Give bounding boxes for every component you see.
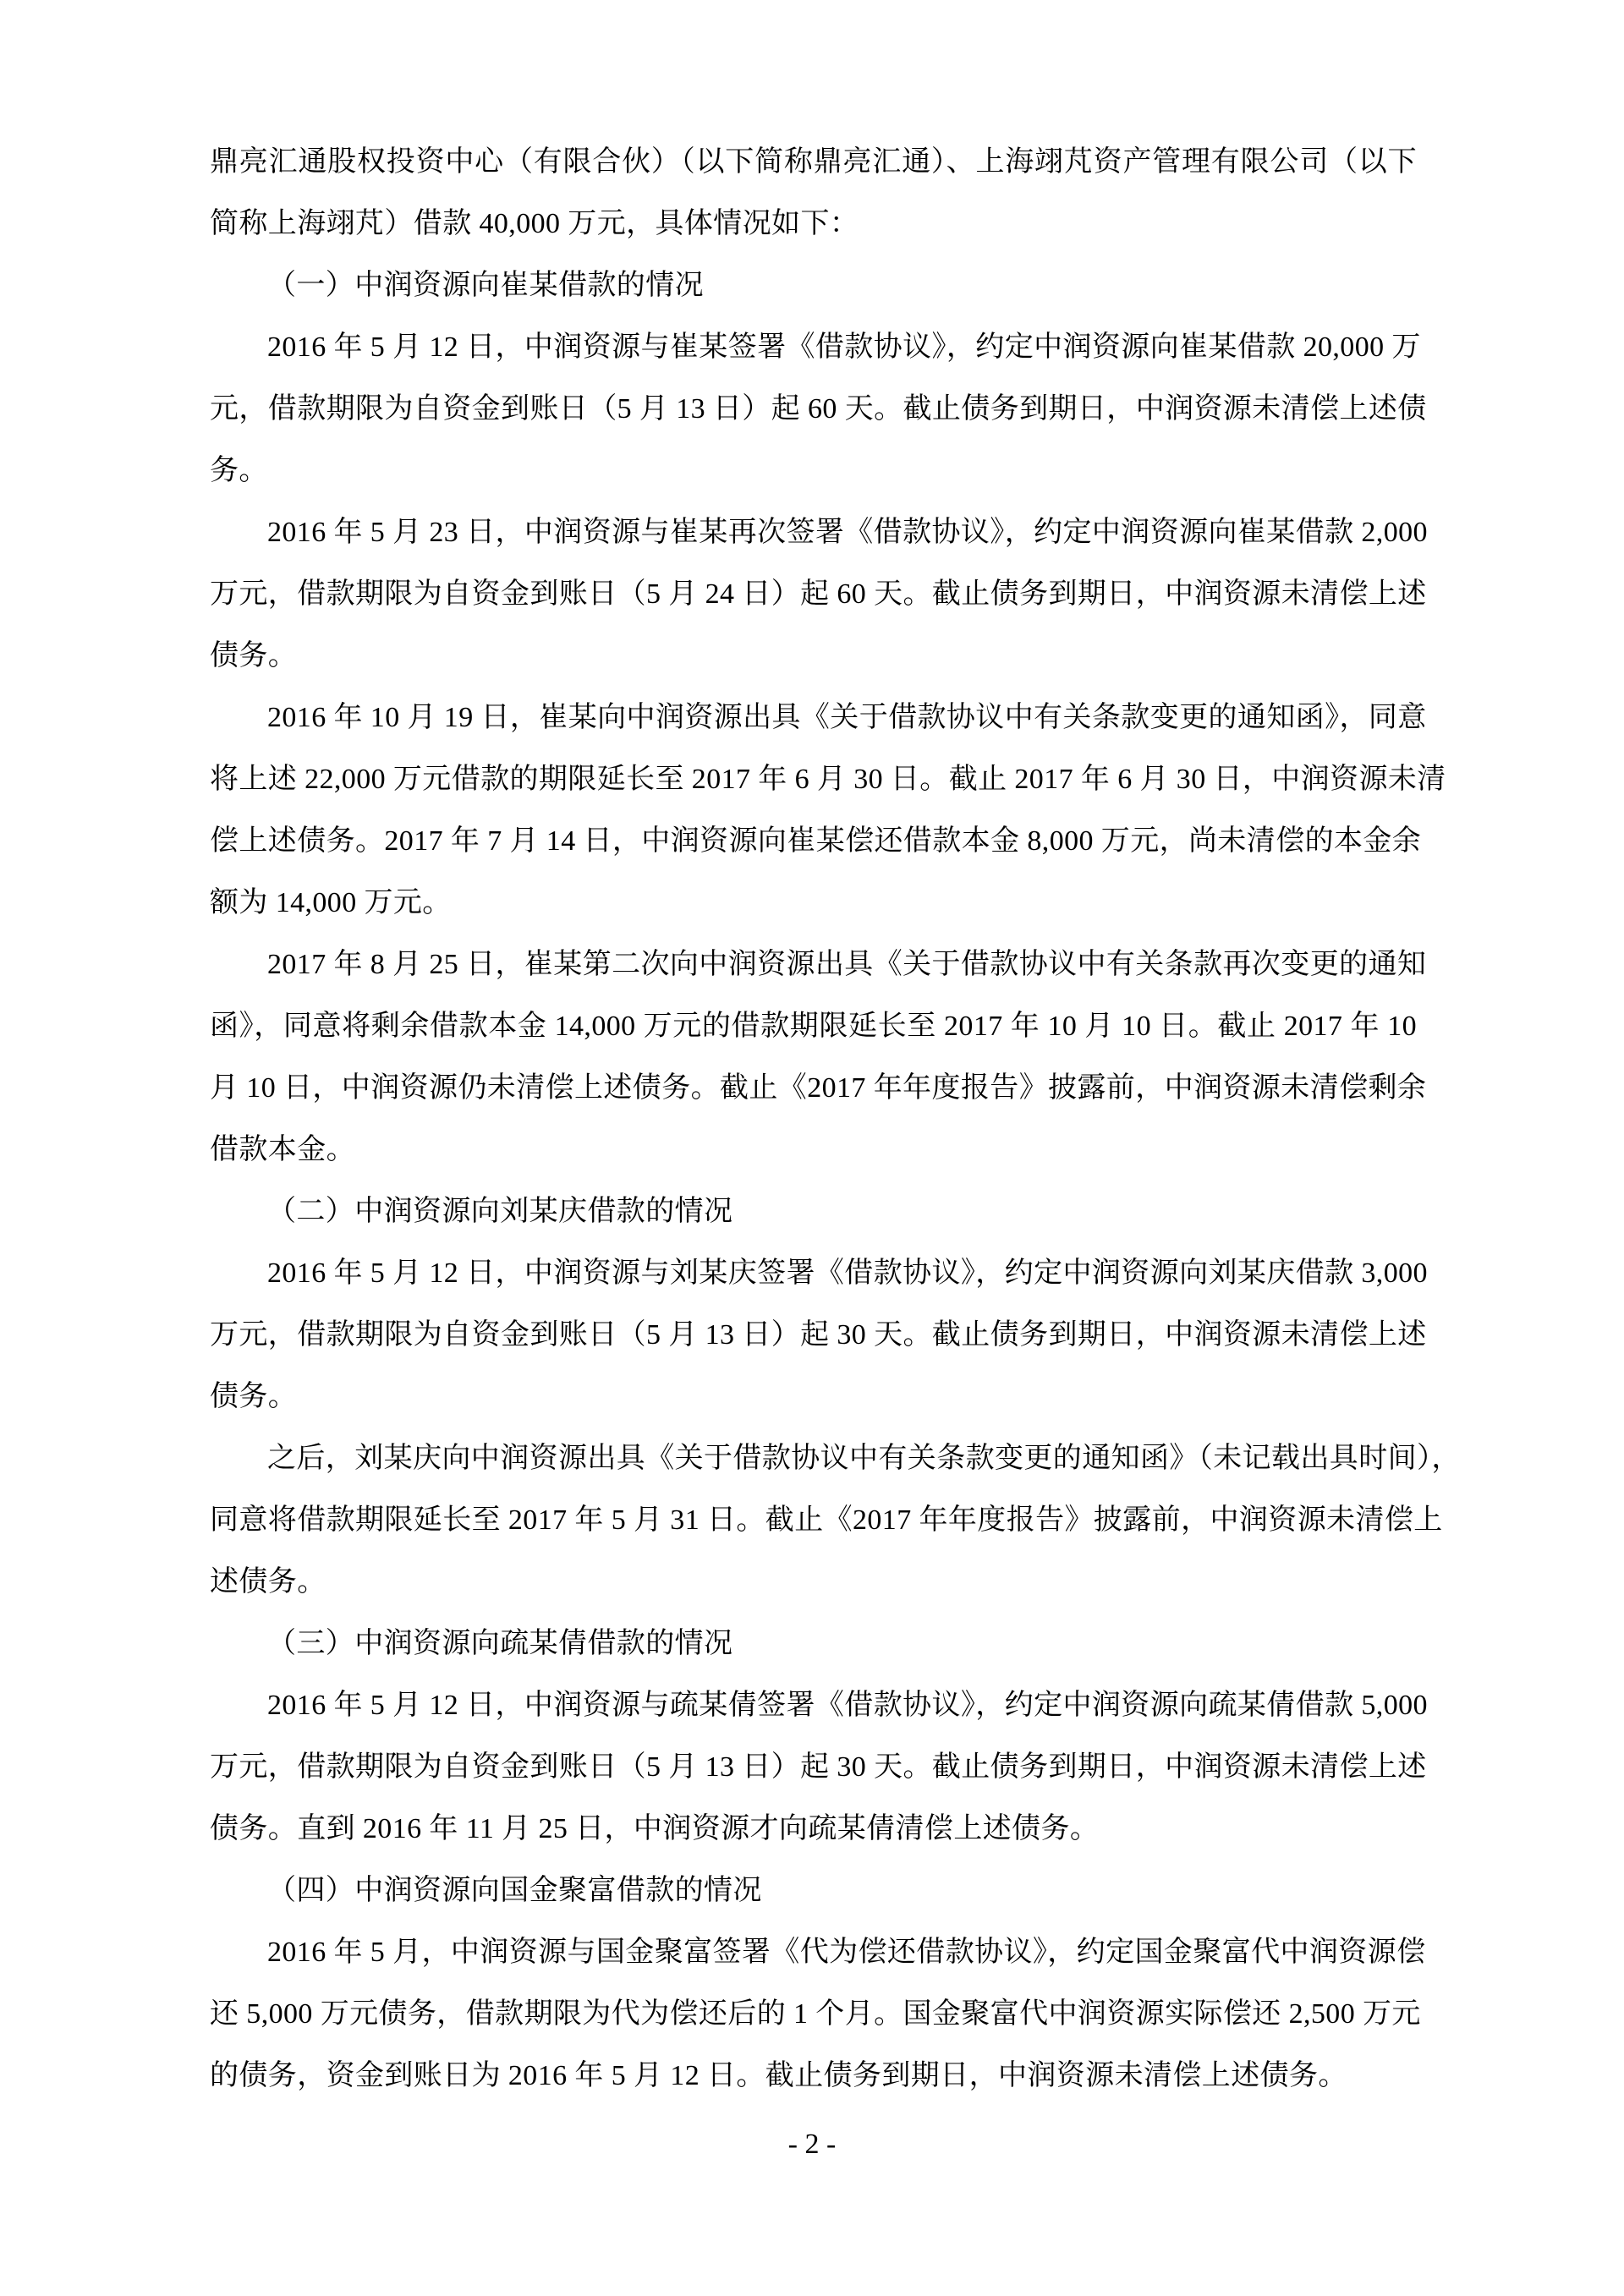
text-line: 述债务。 [210, 1566, 326, 1597]
section-heading-4: （四）中润资源向国金聚富借款的情况 [267, 1875, 762, 1906]
text-line: 万元，借款期限为自资金到账日（5 月 24 日）起 60 天。截止债务到期日，中润资源未清偿上述 [210, 578, 1427, 610]
text-line: 还 5,000 万元债务，借款期限为代为偿还后的 1 个月。国金聚富代中润资源实际偿还 2,500 万元 [210, 1998, 1421, 2030]
text-line: 万元，借款期限为自资金到账日（5 月 13 日）起 30 天。截止债务到期日，中润资源未清偿上述 [210, 1319, 1427, 1351]
text-line: 同意将借款期限延长至 2017 年 5 月 31 日。截止《2017 年年度报告》披露前，中润资源未清偿上 [210, 1504, 1443, 1536]
text-line: 元，借款期限为自资金到账日（5 月 13 日）起 60 天。截止债务到期日，中润资源未清偿上述债 [210, 393, 1427, 425]
text-line: 2016 年 5 月 12 日，中润资源与疏某倩签署《借款协议》，约定中润资源向疏某倩借款 5,000 [267, 1690, 1428, 1721]
text-line: 2016 年 5 月 12 日，中润资源与崔某签署《借款协议》，约定中润资源向崔某借款 20,000 万 [267, 332, 1421, 363]
text-line: 万元，借款期限为自资金到账日（5 月 13 日）起 30 天。截止债务到期日，中润资源未清偿上述 [210, 1751, 1427, 1783]
text-area [210, 131, 1461, 2107]
text-line: 简称上海翊芃）借款 40,000 万元，具体情况如下： [210, 208, 859, 239]
text-line: 偿上述债务。2017 年 7 月 14 日，中润资源向崔某偿还借款本金 8,000 万元，尚未清偿的本金余 [210, 825, 1422, 857]
text-line: 的债务，资金到账日为 2016 年 5 月 12 日。截止债务到期日，中润资源未清偿上述债务。 [210, 2060, 1347, 2091]
text-line: 鼎亮汇通股权投资中心（有限合伙）（以下简称鼎亮汇通）、上海翊芃资产管理有限公司（以下 [210, 146, 1417, 178]
text-line: 月 10 日，中润资源仍未清偿上述债务。截止《2017 年年度报告》披露前，中润资源未清偿剩余 [210, 1072, 1427, 1104]
text-line: 2016 年 5 月 12 日，中润资源与刘某庆签署《借款协议》，约定中润资源向刘某庆借款 3,000 [267, 1258, 1428, 1289]
section-heading-3: （三）中润资源向疏某倩借款的情况 [267, 1628, 733, 1659]
text-line: 2016 年 5 月，中润资源与国金聚富签署《代为偿还借款协议》，约定国金聚富代中润资源偿 [267, 1937, 1426, 1968]
text-line: 务。 [210, 455, 268, 486]
text-line: 2017 年 8 月 25 日，崔某第二次向中润资源出具《关于借款协议中有关条款再次变更的通知 [267, 949, 1427, 980]
text-line: 借款本金。 [210, 1134, 355, 1165]
text-line: 额为 14,000 万元。 [210, 887, 452, 918]
page-number: - 2 - [787, 2129, 837, 2160]
text-line: 债务。直到 2016 年 11 月 25 日，中润资源才向疏某倩清偿上述债务。 [210, 1813, 1100, 1844]
section-heading-2: （二）中润资源向刘某庆借款的情况 [267, 1196, 733, 1227]
text-line: 将上述 22,000 万元借款的期限延长至 2017 年 6 月 30 日。截止 2017 年 6 月 30 日，中润资源未清 [210, 764, 1446, 795]
text-line: 函》，同意将剩余借款本金 14,000 万元的借款期限延长至 2017 年 10 月 10 日。截止 2017 年 10 [210, 1011, 1417, 1042]
text-line: 2016 年 5 月 23 日，中润资源与崔某再次签署《借款协议》，约定中润资源向崔某借款 2,000 [267, 517, 1428, 548]
section-heading-1: （一）中润资源向崔某借款的情况 [267, 270, 704, 301]
text-line: 债务。 [210, 640, 298, 671]
text-line: 债务。 [210, 1381, 298, 1412]
text-line: 2016 年 10 月 19 日，崔某向中润资源出具《关于借款协议中有关条款变更的通知函》，同意 [267, 702, 1427, 733]
text-line: 之后，刘某庆向中润资源出具《关于借款协议中有关条款变更的通知函》（未记载出具时间）， [267, 1443, 1461, 1474]
